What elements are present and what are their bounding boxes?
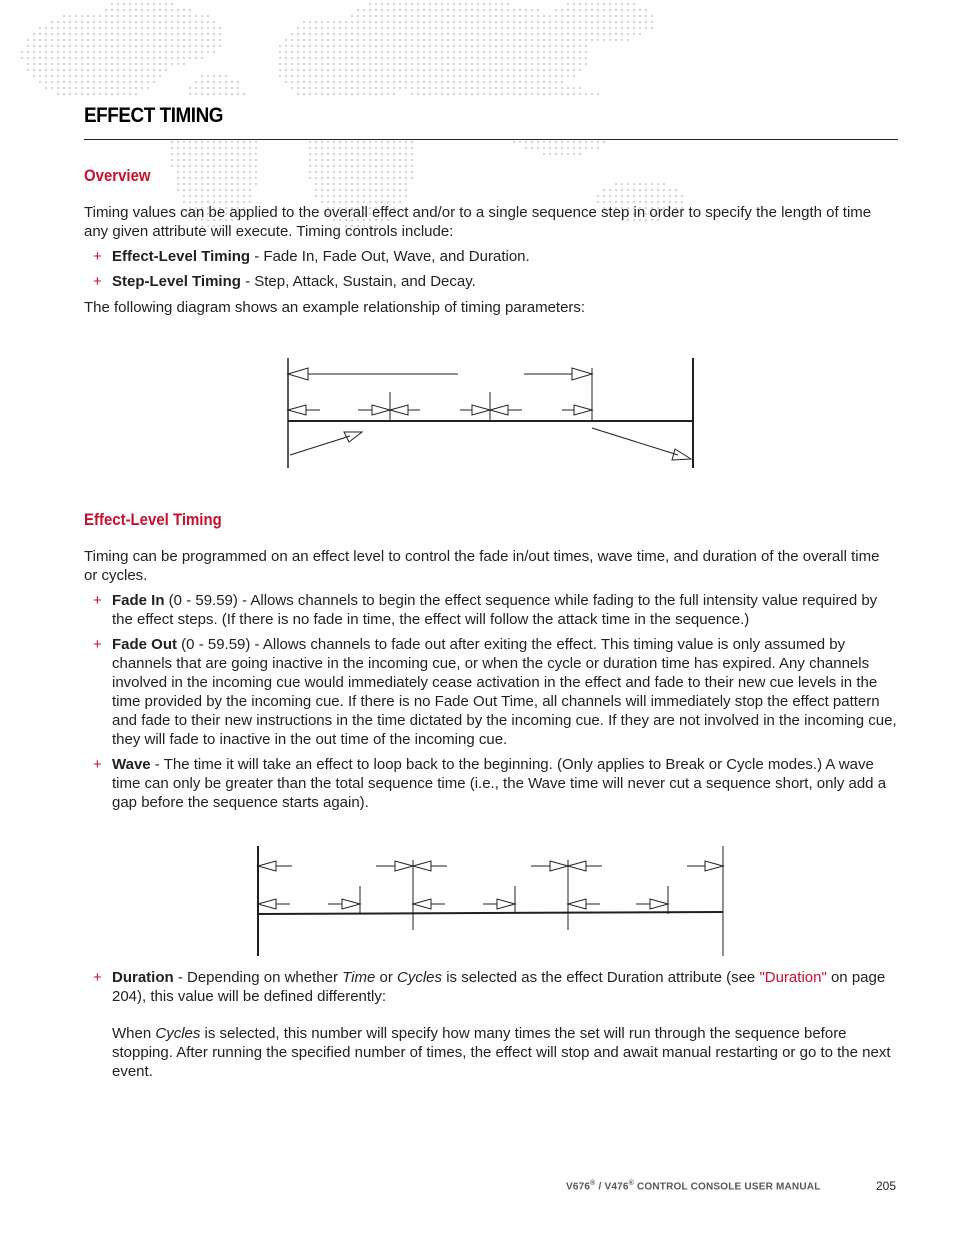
list-item [84,968,898,1081]
overview-heading: Overview [84,166,151,185]
bullet-text: - The time it will take an effect to loop back to the beginning. (Only applies to Break or Cycle modes.) A wave time can only be greater than the total sequence time (i.e., the Wave time will never cut a sequence short, only add a gap before the sequence starts again). [112,756,887,811]
step-arrows [288,405,592,415]
bullet-term: Effect-Level Timing [112,248,251,265]
diagram-intro: The following diagram shows an example relationship of timing parameters: [84,299,586,316]
plus-bullet-icon: + [93,636,102,653]
bullet-term: Step-Level Timing [112,273,241,290]
bullet-text: (0 - 59.59) - Allows channels to fade out after exiting the effect. This timing value is only assumed by channels that are going inactive in the incoming cue, or when the cycle or duration time has expired. Any channels involved in the incoming cue would immediately cease activation in the effect and fade to their new cue levels in the time provided by the incoming cue. If there is no Fade Out Time, all channels will immediately stop the effect pattern and fade to their new instructions in the time dictated by the incoming cue. If they are not involved in the incoming cue, they will fade to inactive in the out time of the incoming cue. [112,636,897,748]
bullet-text: is selected, this number will specify how many times the set will run through the sequence before stopping. After running the specified number of times, the effect will stop and await manual restarting or go to the next event. [112,1025,891,1080]
plus-bullet-icon: + [93,756,102,773]
fade-out-ramp [592,428,691,460]
option-time: Time [342,969,376,986]
bullet-text: - Fade In, Fade Out, Wave, and Duration. [250,248,530,265]
footer-model: V676 [566,1181,591,1193]
effect-level-heading: Effect-Level Timing [84,510,222,529]
list-item [84,247,898,266]
overview-bullet-list [84,247,898,297]
plus-bullet-icon: + [93,273,102,290]
effect-level-intro: Timing can be programmed on an effect level to control the fade in/out times, wave time, and duration of the overall time or cycles. [84,548,880,584]
registered-mark: ® [590,1180,596,1187]
bullet-text: or [375,969,398,986]
option-cycles: Cycles [397,969,443,986]
bullet-term: Duration [112,969,174,986]
duration-cycles-paragraph [112,1024,898,1081]
footer-title: CONTROL CONSOLE USER MANUAL [633,1181,821,1193]
duration-bullet-list [84,968,898,1087]
footer-manual-title [566,1180,821,1192]
page-number: 205 [876,1179,897,1193]
bullet-text: - Step, Attack, Sustain, and Decay. [240,273,476,290]
list-item [84,635,898,749]
plus-bullet-icon: + [93,592,102,609]
duration-cross-reference-link[interactable]: "Duration" [759,969,827,986]
bullet-text: (0 - 59.59) - Allows channels to begin the effect sequence while fading to the full intensity value required by the effect steps. (If there is no fade in time, the effect will follow the attack time in the sequence.) [112,592,878,628]
wave-arrows [258,861,723,871]
title-rule [84,139,898,140]
wave-timing-diagram [250,842,730,960]
page-title: EFFECT TIMING [84,104,224,127]
bullet-term: Fade Out [112,636,178,653]
wave-dimension-arrow [288,368,592,380]
list-item [84,755,898,812]
bullet-text: - Depending on whether [173,969,343,986]
bullet-term: Wave [112,756,151,773]
effect-level-bullet-list [84,591,898,818]
bullet-text: When [112,1025,156,1042]
footer-model: / V476 [595,1181,629,1193]
plus-bullet-icon: + [93,969,102,986]
bullet-text: is selected as the effect Duration attribute (see [442,969,760,986]
diagram-baseline [258,912,723,914]
list-item [84,591,898,629]
list-item [84,272,898,291]
timing-relationship-diagram [280,352,700,474]
plus-bullet-icon: + [93,248,102,265]
overview-intro: Timing values can be applied to the overall effect and/or to a single sequence step in order to specify the length of time any given attribute will execute. Timing controls include: [84,204,872,240]
bullet-text: on page 204), this value will be defined differently: [112,969,886,1005]
sequence-arrows [258,899,668,909]
fade-in-ramp [290,432,362,455]
option-cycles: Cycles [155,1025,201,1042]
bullet-term: Fade In [112,592,165,609]
registered-mark: ® [628,1180,634,1187]
